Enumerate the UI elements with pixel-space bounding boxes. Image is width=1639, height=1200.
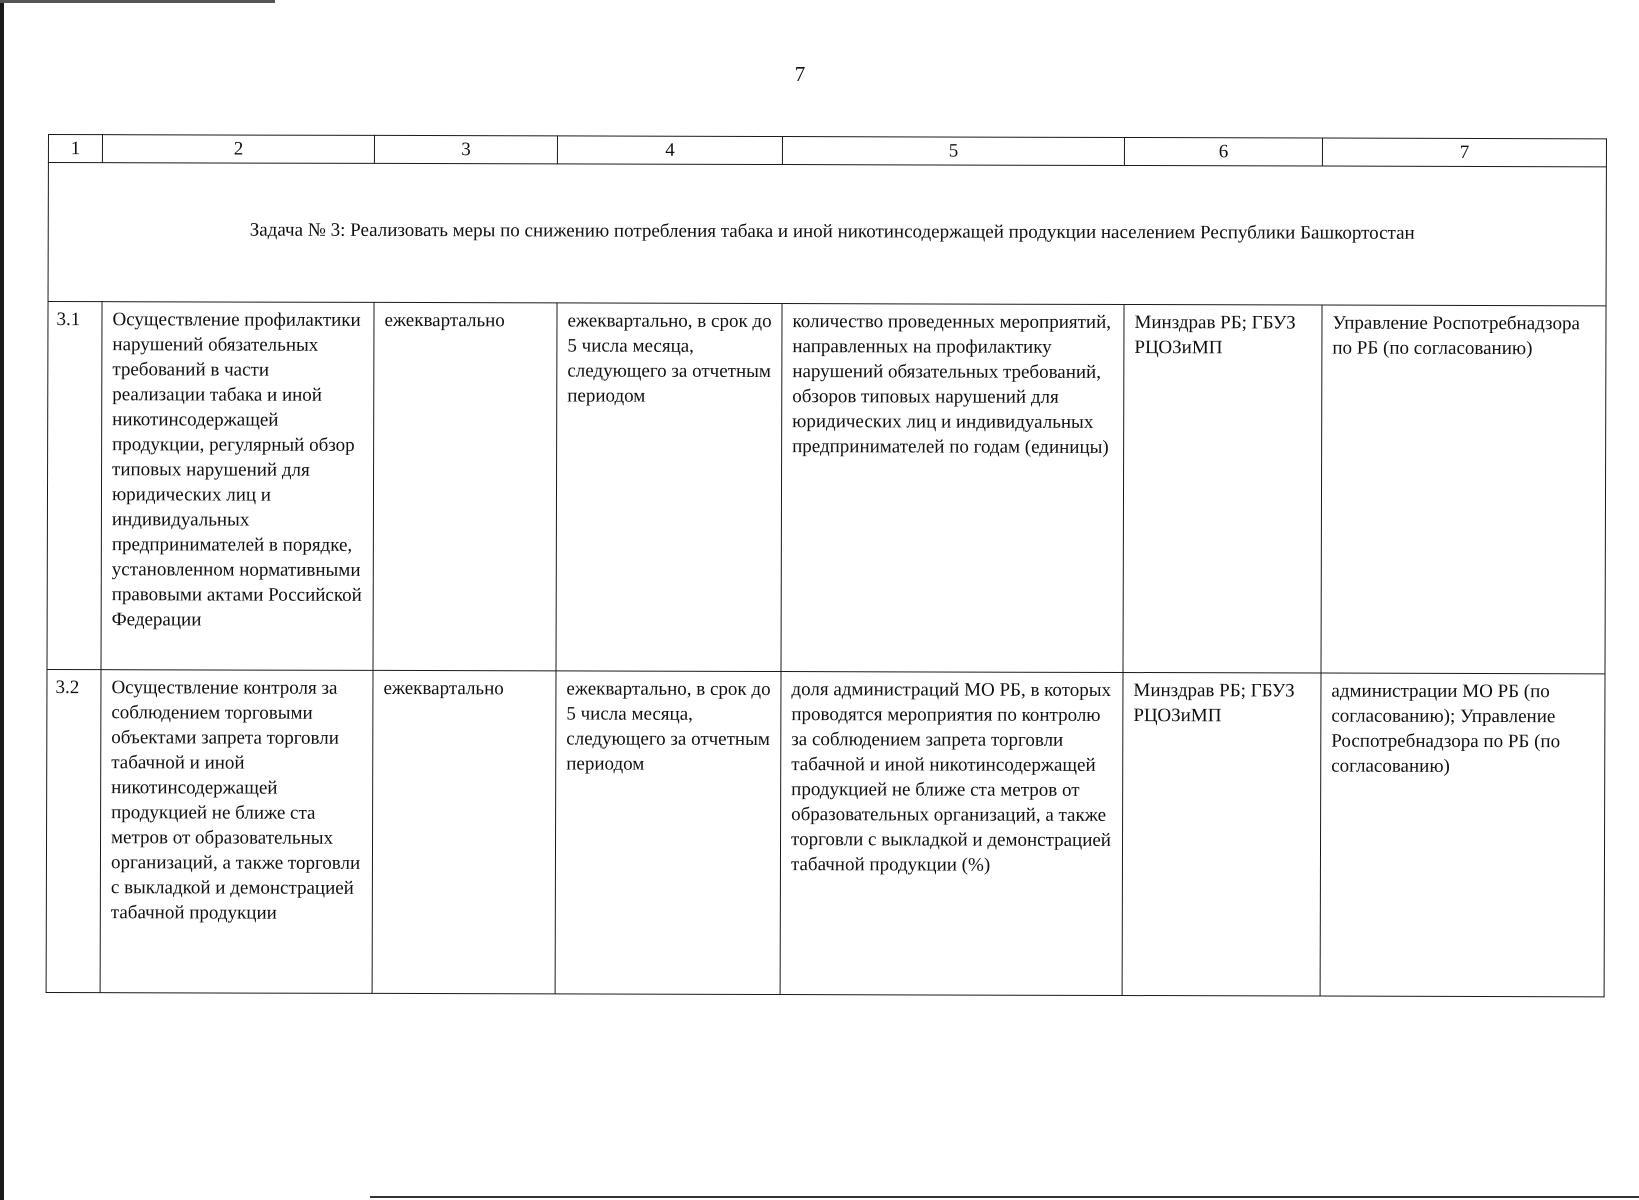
- column-number: 4: [557, 136, 782, 165]
- deadline-cell: ежеквартально, в срок до 5 числа месяца, следующего за отчетным периодом: [566, 678, 771, 775]
- row-number: 3.2: [55, 677, 80, 699]
- scan-edge-left: [0, 0, 4, 1200]
- column-number: 1: [48, 135, 102, 163]
- indicator-cell: доля администраций МО РБ, в которых проводятся мероприятия по контролю за соблюдением запрета торговли табачной и иной никотинсодержащей продукцией не ближе ста метров от образовательных организаций, а также торговли с выкладкой и демонстрацией табачной продукции (%): [790, 679, 1112, 876]
- table-row: [47, 302, 1606, 674]
- column-number: 2: [102, 135, 374, 164]
- responsible-cell: Минздрав РБ; ГБУЗ РЦОЗиМП: [1133, 680, 1295, 727]
- column-number-row: [48, 135, 1606, 167]
- table-row: [46, 669, 1605, 996]
- column-number: 5: [782, 137, 1124, 166]
- responsible-cell: Минздрав РБ; ГБУЗ РЦОЗиМП: [1134, 312, 1296, 359]
- activity-cell: Осуществление профилактики нарушений обязательных требований в части реализации табака и иной никотинсодержащей продукции, регулярный обзор типовых нарушений для юридических лиц и индивидуальных предпринимателей в порядке, установленном нормативными правовыми актами Российской Федерации: [111, 309, 362, 631]
- column-number: 3: [374, 135, 557, 164]
- frequency-cell: ежеквартально: [384, 309, 505, 332]
- task-heading: Задача № 3: Реализовать меры по снижению потребления табака и иной никотинсодержащей продукции населением Республики Башкортостан: [249, 219, 1415, 244]
- scan-edge-top: [0, 0, 275, 3]
- row-number: 3.1: [56, 309, 81, 331]
- indicator-cell: количество проведенных мероприятий, направленных на профилактику нарушений обязательных требований, обзоров типовых нарушений для юридических лиц и индивидуальных предпринимателей по годам (единицы): [792, 311, 1112, 458]
- page-number: 7: [794, 62, 806, 86]
- partners-cell: администрации МО РБ (по согласованию); Управление Роспотребнадзора по РБ (по согласованию): [1331, 680, 1561, 777]
- activity-cell: Осуществление контроля за соблюдением торговыми объектами запрета торговли табачной и иной никотинсодержащей продукцией не ближе ста метров от образовательных организаций, а также торговли с выкладкой и демонстрацией табачной продукции: [110, 677, 361, 924]
- column-number: 7: [1322, 138, 1606, 167]
- task-heading-cell: [48, 163, 1606, 306]
- deadline-cell: ежеквартально, в срок до 5 числа месяца, следующего за отчетным периодом: [567, 310, 772, 407]
- partners-cell: Управление Роспотребнадзора по РБ (по согласованию): [1332, 312, 1580, 360]
- scan-edge-bottom: [370, 1196, 1639, 1198]
- plan-table: [46, 134, 1607, 997]
- task-heading-row: [48, 163, 1606, 306]
- column-number: 6: [1124, 138, 1322, 167]
- frequency-cell: ежеквартально: [383, 677, 504, 700]
